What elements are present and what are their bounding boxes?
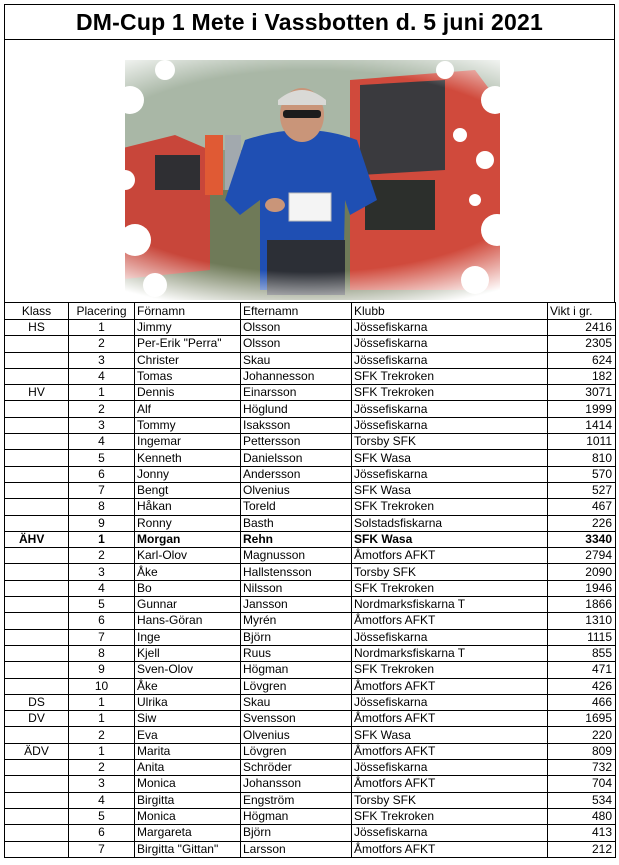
cell-efternamn: Olsson bbox=[241, 320, 352, 336]
cell-placering: 7 bbox=[69, 629, 135, 645]
table-row bbox=[5, 711, 616, 727]
cell-efternamn: Isaksson bbox=[241, 417, 352, 433]
column-header-vikt: Vikt i gr. bbox=[548, 303, 616, 320]
cell-klass: ÄHV bbox=[5, 531, 69, 547]
cell-vikt: 466 bbox=[548, 694, 616, 710]
cell-fornamn: Inge bbox=[135, 629, 241, 645]
cell-fornamn: Hans-Göran bbox=[135, 613, 241, 629]
cell-placering: 2 bbox=[69, 336, 135, 352]
cell-klass bbox=[5, 482, 69, 498]
cell-klubb: SFK Wasa bbox=[352, 727, 548, 743]
column-header-klass: Klass bbox=[5, 303, 69, 320]
cell-placering: 9 bbox=[69, 662, 135, 678]
cell-klass bbox=[5, 466, 69, 482]
cell-klubb: Åmotfors AFKT bbox=[352, 841, 548, 857]
cell-vikt: 1310 bbox=[548, 613, 616, 629]
cell-efternamn: Björn bbox=[241, 825, 352, 841]
cell-placering: 6 bbox=[69, 466, 135, 482]
cell-fornamn: Tommy bbox=[135, 417, 241, 433]
cell-klubb: Jössefiskarna bbox=[352, 694, 548, 710]
table-row bbox=[5, 678, 616, 694]
table-row bbox=[5, 629, 616, 645]
cell-vikt: 570 bbox=[548, 466, 616, 482]
cell-efternamn: Olvenius bbox=[241, 727, 352, 743]
table-row bbox=[5, 434, 616, 450]
cell-klass bbox=[5, 678, 69, 694]
cell-klubb: Åmotfors AFKT bbox=[352, 743, 548, 759]
table-row bbox=[5, 499, 616, 515]
cell-placering: 2 bbox=[69, 760, 135, 776]
cell-klass: HV bbox=[5, 385, 69, 401]
cell-fornamn: Alf bbox=[135, 401, 241, 417]
cell-efternamn: Johannesson bbox=[241, 368, 352, 384]
cell-klass bbox=[5, 336, 69, 352]
cell-vikt: 480 bbox=[548, 808, 616, 824]
cell-placering: 8 bbox=[69, 499, 135, 515]
cell-fornamn: Åke bbox=[135, 564, 241, 580]
cell-vikt: 413 bbox=[548, 825, 616, 841]
cell-vikt: 810 bbox=[548, 450, 616, 466]
cell-placering: 3 bbox=[69, 417, 135, 433]
cell-efternamn: Nilsson bbox=[241, 580, 352, 596]
cell-klubb: Jössefiskarna bbox=[352, 466, 548, 482]
cell-vikt: 624 bbox=[548, 352, 616, 368]
cell-fornamn: Bo bbox=[135, 580, 241, 596]
cell-klubb: Torsby SFK bbox=[352, 792, 548, 808]
cell-efternamn: Ruus bbox=[241, 645, 352, 661]
page-title: DM-Cup 1 Mete i Vassbotten d. 5 juni 2021 bbox=[4, 4, 615, 39]
cell-placering: 2 bbox=[69, 727, 135, 743]
cell-placering: 2 bbox=[69, 548, 135, 564]
cell-efternamn: Hallstensson bbox=[241, 564, 352, 580]
cell-vikt: 2794 bbox=[548, 548, 616, 564]
cell-efternamn: Skau bbox=[241, 694, 352, 710]
cell-fornamn: Ronny bbox=[135, 515, 241, 531]
cell-fornamn: Morgan bbox=[135, 531, 241, 547]
cell-klubb: SFK Trekroken bbox=[352, 580, 548, 596]
table-row bbox=[5, 743, 616, 759]
cell-klass bbox=[5, 434, 69, 450]
cell-klubb: SFK Trekroken bbox=[352, 499, 548, 515]
cell-vikt: 1946 bbox=[548, 580, 616, 596]
cell-fornamn: Monica bbox=[135, 776, 241, 792]
cell-klubb: Torsby SFK bbox=[352, 434, 548, 450]
cell-klass: HS bbox=[5, 320, 69, 336]
cell-klubb: Solstadsfiskarna bbox=[352, 515, 548, 531]
cell-efternamn: Skau bbox=[241, 352, 352, 368]
cell-klass bbox=[5, 662, 69, 678]
cell-klubb: Åmotfors AFKT bbox=[352, 711, 548, 727]
cell-fornamn: Siw bbox=[135, 711, 241, 727]
cell-efternamn: Larsson bbox=[241, 841, 352, 857]
cell-vikt: 3340 bbox=[548, 531, 616, 547]
cell-klubb: SFK Trekroken bbox=[352, 662, 548, 678]
table-row bbox=[5, 564, 616, 580]
cell-efternamn: Rehn bbox=[241, 531, 352, 547]
cell-fornamn: Åke bbox=[135, 678, 241, 694]
cell-klass bbox=[5, 580, 69, 596]
cell-klubb: Jössefiskarna bbox=[352, 352, 548, 368]
cell-vikt: 527 bbox=[548, 482, 616, 498]
cell-placering: 3 bbox=[69, 564, 135, 580]
table-row bbox=[5, 694, 616, 710]
cell-placering: 3 bbox=[69, 352, 135, 368]
cell-klubb: SFK Wasa bbox=[352, 482, 548, 498]
cell-fornamn: Birgitta bbox=[135, 792, 241, 808]
cell-klubb: Jössefiskarna bbox=[352, 320, 548, 336]
cell-fornamn: Anita bbox=[135, 760, 241, 776]
table-row bbox=[5, 368, 616, 384]
cell-klubb: SFK Wasa bbox=[352, 450, 548, 466]
table-row bbox=[5, 417, 616, 433]
table-row bbox=[5, 776, 616, 792]
cell-vikt: 809 bbox=[548, 743, 616, 759]
cell-klass bbox=[5, 760, 69, 776]
cell-placering: 6 bbox=[69, 613, 135, 629]
cell-klubb: Jössefiskarna bbox=[352, 760, 548, 776]
cell-placering: 5 bbox=[69, 450, 135, 466]
cell-placering: 7 bbox=[69, 841, 135, 857]
table-row bbox=[5, 482, 616, 498]
cell-efternamn: Andersson bbox=[241, 466, 352, 482]
cell-klass: DS bbox=[5, 694, 69, 710]
cell-efternamn: Schröder bbox=[241, 760, 352, 776]
cell-fornamn: Per-Erik "Perra" bbox=[135, 336, 241, 352]
cell-placering: 4 bbox=[69, 434, 135, 450]
table-row bbox=[5, 597, 616, 613]
column-header-efternamn: Efternamn bbox=[241, 303, 352, 320]
cell-placering: 5 bbox=[69, 597, 135, 613]
cell-efternamn: Jansson bbox=[241, 597, 352, 613]
cell-klubb: Jössefiskarna bbox=[352, 629, 548, 645]
cell-klubb: Jössefiskarna bbox=[352, 417, 548, 433]
cell-fornamn: Margareta bbox=[135, 825, 241, 841]
cell-vikt: 1866 bbox=[548, 597, 616, 613]
cell-placering: 9 bbox=[69, 515, 135, 531]
cell-klass bbox=[5, 564, 69, 580]
table-row bbox=[5, 385, 616, 401]
table-row bbox=[5, 760, 616, 776]
cell-placering: 4 bbox=[69, 792, 135, 808]
cell-vikt: 426 bbox=[548, 678, 616, 694]
cell-fornamn: Eva bbox=[135, 727, 241, 743]
table-row bbox=[5, 645, 616, 661]
cell-vikt: 2090 bbox=[548, 564, 616, 580]
cell-placering: 3 bbox=[69, 776, 135, 792]
cell-klass bbox=[5, 401, 69, 417]
cell-placering: 4 bbox=[69, 368, 135, 384]
cell-vikt: 182 bbox=[548, 368, 616, 384]
table-row bbox=[5, 320, 616, 336]
cell-klass bbox=[5, 613, 69, 629]
cell-efternamn: Svensson bbox=[241, 711, 352, 727]
cell-klubb: SFK Trekroken bbox=[352, 385, 548, 401]
cell-efternamn: Danielsson bbox=[241, 450, 352, 466]
cell-vikt: 704 bbox=[548, 776, 616, 792]
table-row bbox=[5, 662, 616, 678]
table-row bbox=[5, 841, 616, 857]
cell-vikt: 1999 bbox=[548, 401, 616, 417]
cell-efternamn: Myrén bbox=[241, 613, 352, 629]
cell-klass bbox=[5, 417, 69, 433]
cell-klubb: SFK Trekroken bbox=[352, 368, 548, 384]
cell-efternamn: Johansson bbox=[241, 776, 352, 792]
cell-klass bbox=[5, 548, 69, 564]
cell-fornamn: Håkan bbox=[135, 499, 241, 515]
column-header-placering: Placering bbox=[69, 303, 135, 320]
cell-klass bbox=[5, 776, 69, 792]
cell-efternamn: Lövgren bbox=[241, 743, 352, 759]
cell-fornamn: Christer bbox=[135, 352, 241, 368]
table-row bbox=[5, 808, 616, 824]
table-row bbox=[5, 515, 616, 531]
table-row bbox=[5, 580, 616, 596]
cell-fornamn: Karl-Olov bbox=[135, 548, 241, 564]
cell-fornamn: Jimmy bbox=[135, 320, 241, 336]
table-row bbox=[5, 613, 616, 629]
cell-fornamn: Sven-Olov bbox=[135, 662, 241, 678]
table-row bbox=[5, 401, 616, 417]
results-sheet bbox=[4, 4, 615, 858]
column-header-fornamn: Förnamn bbox=[135, 303, 241, 320]
cell-fornamn: Bengt bbox=[135, 482, 241, 498]
cell-fornamn: Tomas bbox=[135, 368, 241, 384]
cell-klubb: SFK Wasa bbox=[352, 531, 548, 547]
cell-fornamn: Monica bbox=[135, 808, 241, 824]
cell-klass bbox=[5, 792, 69, 808]
cell-klass bbox=[5, 499, 69, 515]
cell-klubb: Åmotfors AFKT bbox=[352, 548, 548, 564]
cell-klubb: Jössefiskarna bbox=[352, 401, 548, 417]
cell-efternamn: Högman bbox=[241, 662, 352, 678]
cell-placering: 1 bbox=[69, 385, 135, 401]
cell-placering: 2 bbox=[69, 401, 135, 417]
winner-photo bbox=[4, 39, 615, 302]
cell-klass bbox=[5, 841, 69, 857]
cell-klubb: Nordmarksfiskarna T bbox=[352, 597, 548, 613]
table-row bbox=[5, 727, 616, 743]
results-table bbox=[4, 302, 616, 858]
cell-fornamn: Dennis bbox=[135, 385, 241, 401]
column-header-klubb: Klubb bbox=[352, 303, 548, 320]
cell-vikt: 1414 bbox=[548, 417, 616, 433]
cell-placering: 10 bbox=[69, 678, 135, 694]
cell-klass bbox=[5, 645, 69, 661]
cell-efternamn: Högman bbox=[241, 808, 352, 824]
cell-vikt: 1115 bbox=[548, 629, 616, 645]
cell-placering: 6 bbox=[69, 825, 135, 841]
cell-fornamn: Gunnar bbox=[135, 597, 241, 613]
cell-efternamn: Lövgren bbox=[241, 678, 352, 694]
cell-klubb: Åmotfors AFKT bbox=[352, 613, 548, 629]
table-row bbox=[5, 548, 616, 564]
cell-efternamn: Pettersson bbox=[241, 434, 352, 450]
cell-placering: 1 bbox=[69, 743, 135, 759]
cell-klass bbox=[5, 727, 69, 743]
cell-placering: 1 bbox=[69, 711, 135, 727]
cell-klubb: Jössefiskarna bbox=[352, 825, 548, 841]
cell-vikt: 226 bbox=[548, 515, 616, 531]
cell-vikt: 212 bbox=[548, 841, 616, 857]
cell-klubb: Jössefiskarna bbox=[352, 336, 548, 352]
table-row bbox=[5, 825, 616, 841]
cell-vikt: 1011 bbox=[548, 434, 616, 450]
cell-klass bbox=[5, 515, 69, 531]
cell-klubb: Åmotfors AFKT bbox=[352, 678, 548, 694]
table-header-row bbox=[5, 303, 616, 320]
cell-klass bbox=[5, 352, 69, 368]
cell-klubb: Nordmarksfiskarna T bbox=[352, 645, 548, 661]
cell-vikt: 471 bbox=[548, 662, 616, 678]
table-row bbox=[5, 466, 616, 482]
cell-placering: 5 bbox=[69, 808, 135, 824]
cell-vikt: 855 bbox=[548, 645, 616, 661]
cell-klass bbox=[5, 825, 69, 841]
cell-fornamn: Marita bbox=[135, 743, 241, 759]
cell-efternamn: Engström bbox=[241, 792, 352, 808]
cell-placering: 1 bbox=[69, 531, 135, 547]
cell-klass bbox=[5, 808, 69, 824]
cell-vikt: 732 bbox=[548, 760, 616, 776]
cell-klass bbox=[5, 629, 69, 645]
cell-efternamn: Björn bbox=[241, 629, 352, 645]
cell-efternamn: Basth bbox=[241, 515, 352, 531]
table-row bbox=[5, 792, 616, 808]
cell-placering: 1 bbox=[69, 694, 135, 710]
cell-fornamn: Ulrika bbox=[135, 694, 241, 710]
cell-efternamn: Einarsson bbox=[241, 385, 352, 401]
winner-photo-illustration bbox=[5, 40, 615, 302]
cell-efternamn: Olsson bbox=[241, 336, 352, 352]
cell-fornamn: Birgitta "Gittan" bbox=[135, 841, 241, 857]
table-row bbox=[5, 450, 616, 466]
cell-vikt: 467 bbox=[548, 499, 616, 515]
cell-efternamn: Olvenius bbox=[241, 482, 352, 498]
cell-klubb: SFK Trekroken bbox=[352, 808, 548, 824]
cell-klubb: Åmotfors AFKT bbox=[352, 776, 548, 792]
cell-klass: DV bbox=[5, 711, 69, 727]
cell-klubb: Torsby SFK bbox=[352, 564, 548, 580]
cell-vikt: 2416 bbox=[548, 320, 616, 336]
cell-placering: 7 bbox=[69, 482, 135, 498]
cell-placering: 8 bbox=[69, 645, 135, 661]
cell-efternamn: Magnusson bbox=[241, 548, 352, 564]
table-row bbox=[5, 531, 616, 547]
cell-klass bbox=[5, 597, 69, 613]
cell-vikt: 3071 bbox=[548, 385, 616, 401]
cell-placering: 1 bbox=[69, 320, 135, 336]
cell-placering: 4 bbox=[69, 580, 135, 596]
cell-efternamn: Höglund bbox=[241, 401, 352, 417]
table-row bbox=[5, 336, 616, 352]
cell-vikt: 1695 bbox=[548, 711, 616, 727]
cell-vikt: 2305 bbox=[548, 336, 616, 352]
cell-efternamn: Toreld bbox=[241, 499, 352, 515]
cell-fornamn: Ingemar bbox=[135, 434, 241, 450]
cell-klass bbox=[5, 368, 69, 384]
cell-fornamn: Kenneth bbox=[135, 450, 241, 466]
table-row bbox=[5, 352, 616, 368]
cell-vikt: 220 bbox=[548, 727, 616, 743]
cell-klass bbox=[5, 450, 69, 466]
cell-klass: ÄDV bbox=[5, 743, 69, 759]
cell-fornamn: Kjell bbox=[135, 645, 241, 661]
cell-vikt: 534 bbox=[548, 792, 616, 808]
cell-fornamn: Jonny bbox=[135, 466, 241, 482]
